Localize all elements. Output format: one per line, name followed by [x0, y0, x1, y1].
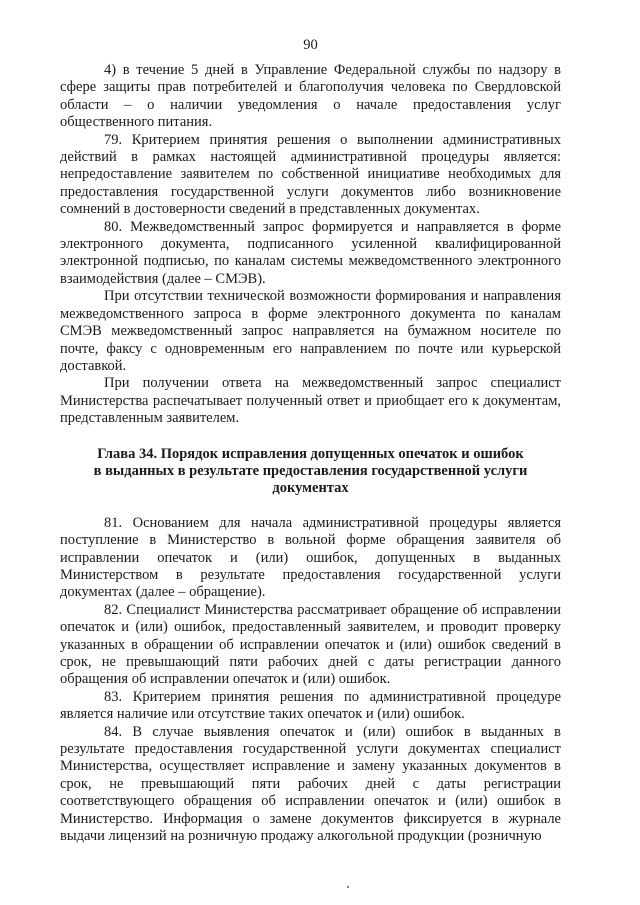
paragraph-83: 83. Критерием принятия решения по административной процедуре является наличие или отсутствие таких опечаток и (или) ошибок.: [60, 688, 561, 723]
paragraph-82: 82. Специалист Министерства рассматривает обращение об исправлении опечаток и (или) ошибок, предоставленный заявителем, и проводит проверку указанных в обращении об исправлении опечаток и (или) ошибок сведений в срок, не превышающий пяти рабочих дней с даты регистрации данного обращения об исправлении опечаток и (или) ошибок.: [60, 601, 561, 688]
document-page: [60, 0, 561, 905]
page-content: [60, 62, 561, 845]
paragraph-item-4: 4) в течение 5 дней в Управление Федеральной службы по надзору в сфере защиты прав потребителей и благополучия человека по Свердловской области – о наличии уведомления о начале предоставления услуг общественного питания.: [60, 62, 561, 131]
paragraph-80: 80. Межведомственный запрос формируется и направляется в форме электронного документа, подписанного усиленной квалифицированной электронной подписью, по каналам системы межведомственного электронного взаимодействия (далее – СМЭВ).: [60, 218, 561, 287]
paragraph-response-received: При получении ответа на межведомственный запрос специалист Министерства распечатывает полученный ответ и приобщает его к документам, представленным заявителем.: [60, 375, 561, 427]
chapter-heading-line-2: в выданных в результате предоставления государственной услуги: [93, 462, 528, 479]
scan-dot-mark: [347, 886, 349, 888]
paragraph-79: 79. Критерием принятия решения о выполнении административных действий в рамках настоящей административной процедуры является: непредоставление заявителем по собственной инициативе необходимых для предоставления государственной услуги документов либо возникновение сомнений в достоверности сведений в представленных документах.: [60, 131, 561, 218]
page-number: 90: [303, 37, 318, 53]
paragraph-81: 81. Основанием для начала административной процедуры является поступление в Министерство в вольной форме обращения заявителя об исправлении опечаток и (или) ошибок, допущенных в выданных Министерством в результате предоставления государственной услуги документах (далее – обращение).: [60, 514, 561, 601]
paragraph-84: 84. В случае выявления опечаток и (или) ошибок в выданных в результате предоставления государственной услуги документах специалист Министерства, осуществляет исправление и замену указанных документов в срок, не превышающий пяти рабочих дней с даты регистрации соответствующего обращения об исправлении опечаток и (или) ошибок в Министерство. Информация о замене документов фиксируется в журнале выдачи лицензий на розничную продажу алкогольной продукции (розничную: [60, 723, 561, 845]
chapter-heading-line-1: Глава 34. Порядок исправления допущенных опечаток и ошибок: [97, 445, 524, 462]
paragraph-no-technical-possibility: При отсутствии технической возможности формирования и направления межведомственного запроса в форме электронного документа по каналам СМЭВ межведомственный запрос направляется на бумажном носителе по почте, факсу с одновременным его направлением по почте или курьерской доставкой.: [60, 288, 561, 374]
chapter-heading-line-3: документах: [272, 480, 349, 497]
chapter-heading: [60, 446, 561, 498]
